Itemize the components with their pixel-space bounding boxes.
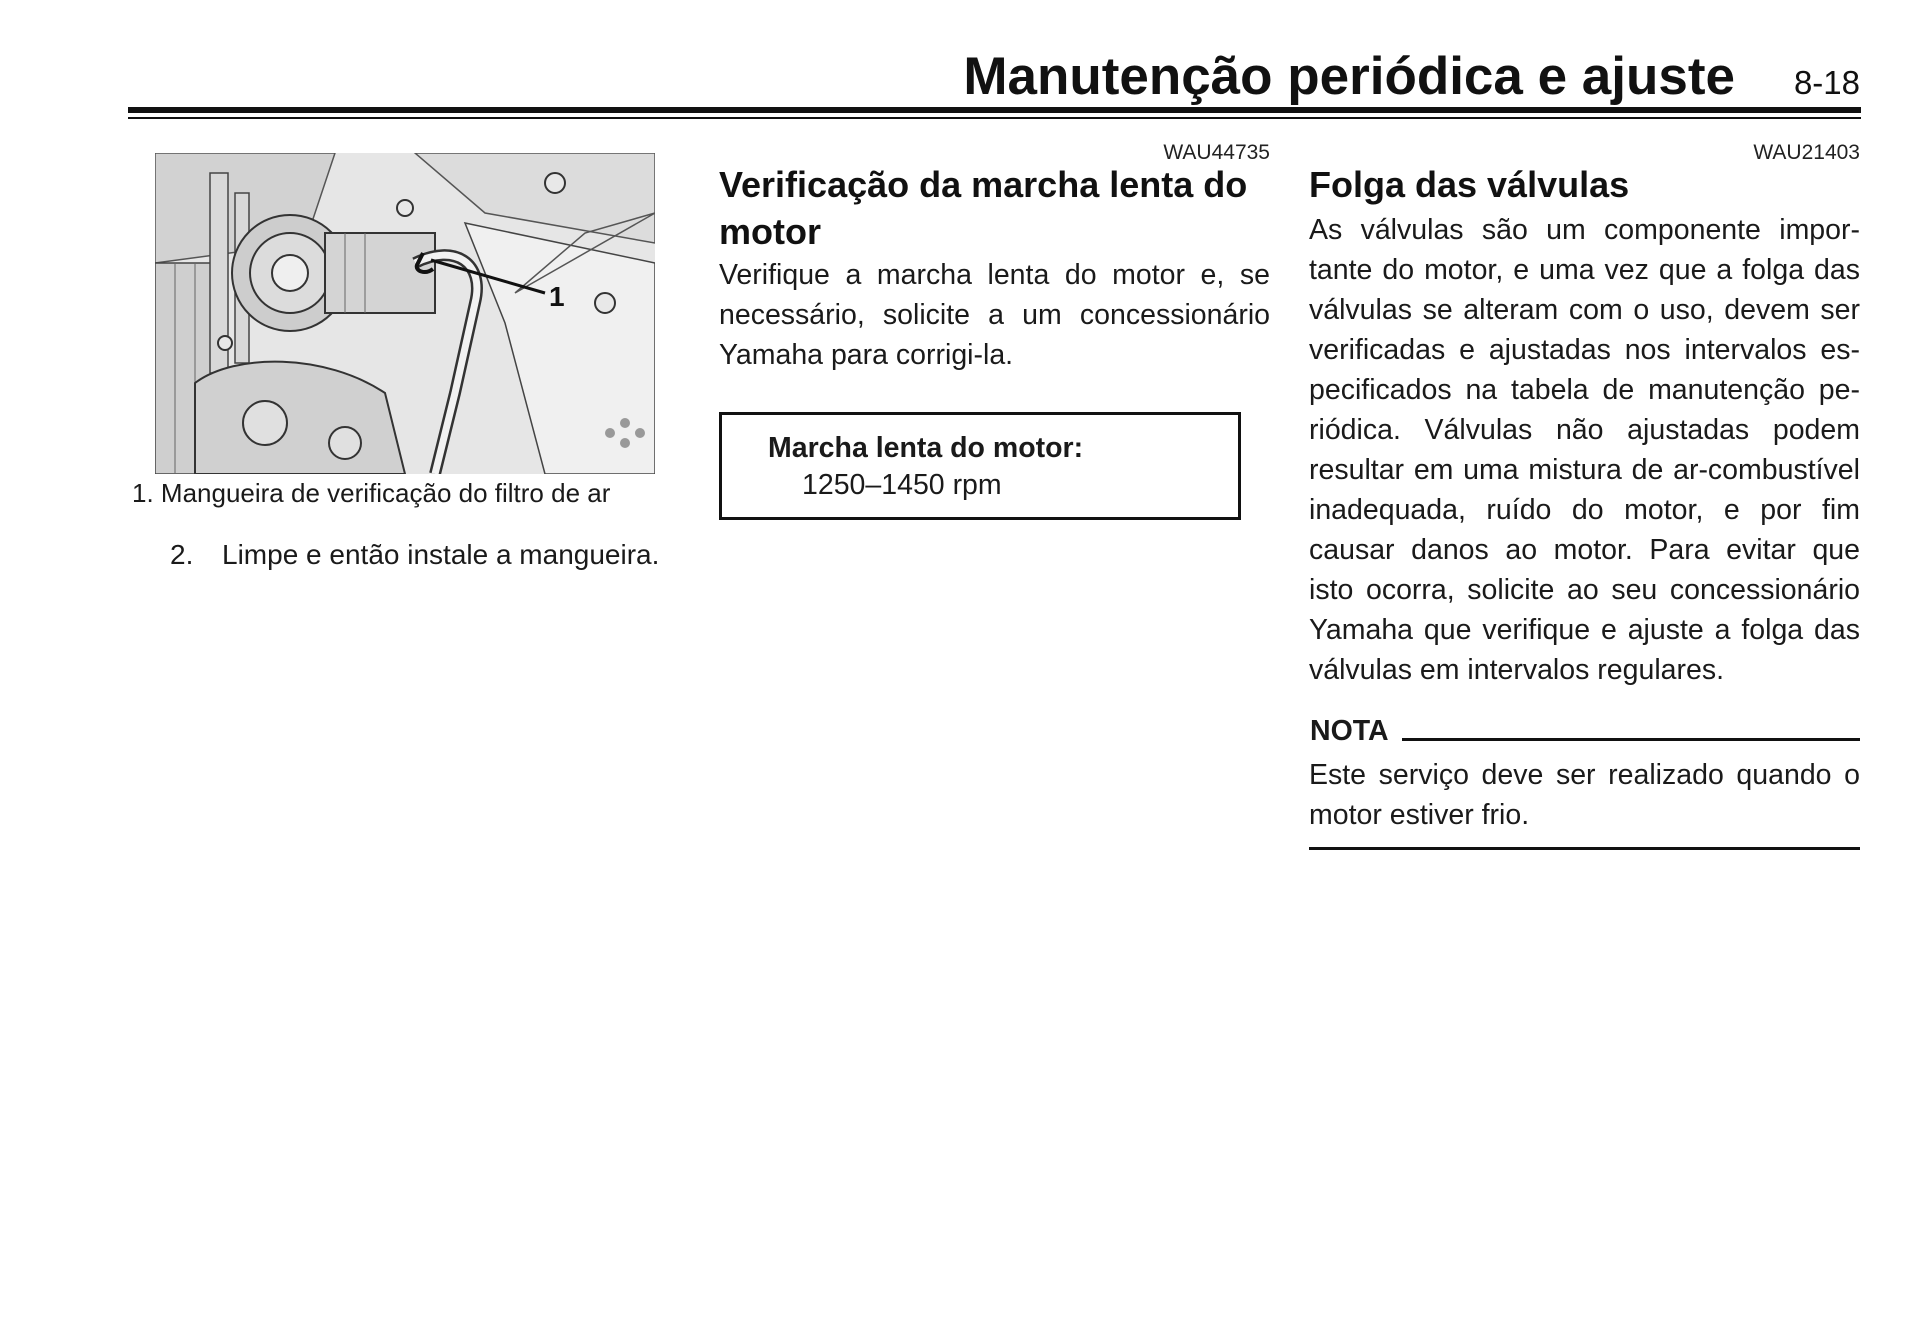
spec-label: Marcha lenta do motor: [768,432,1084,464]
engine-drawing [155,153,655,474]
section-paragraph: As válvulas são um componente importante do motor, e uma vez que a folga das válvulas se alteram com o uso, devem ser verificadas e ajustadas nos intervalos especificados na tabela de manutenção periódica. Válvulas não ajustadas podem resultar em uma mistura de ar-combustível inadequada, ruído do motor, e por fim causar danos ao motor. Para evitar que isto ocorra, solicite ao seu concessionário Yamaha que verifique e ajuste a folga das válvulas em intervalos regulares. [1309,214,1860,686]
step-item [170,536,710,574]
note-label: NOTA [1310,715,1389,747]
engine-illustration [155,153,655,474]
note-rule [1402,738,1860,741]
step-text: Limpe e então instale a mangueira. [222,539,660,570]
header-rule-thin [128,117,1861,119]
section-heading: Verificação da marcha lenta do motor [719,164,1248,252]
header-rule-thick [128,107,1861,113]
spec-value: 1250–1450 rpm [802,469,1002,501]
section-heading: Folga das válvulas [1309,164,1630,205]
section-code: WAU21403 [1753,141,1860,164]
section-code: WAU44735 [1163,141,1270,164]
figure-caption: 1. Mangueira de verificação do filtro de ar [132,478,611,508]
page-number: 8-18 [1793,64,1860,101]
callout-label: 1 [549,281,565,312]
section-paragraph: Verifique a marcha lenta do motor e, se necessário, solicite a um concessionário Yamaha para corrigi-la. [719,259,1270,371]
note-text: Este serviço deve ser realizado quando o motor estiver frio. [1309,759,1860,831]
note-end-rule [1309,847,1860,850]
page-title: Manutenção periódica e ajuste [963,47,1735,106]
step-number: 2. [170,539,194,570]
spec-box [719,412,1241,520]
